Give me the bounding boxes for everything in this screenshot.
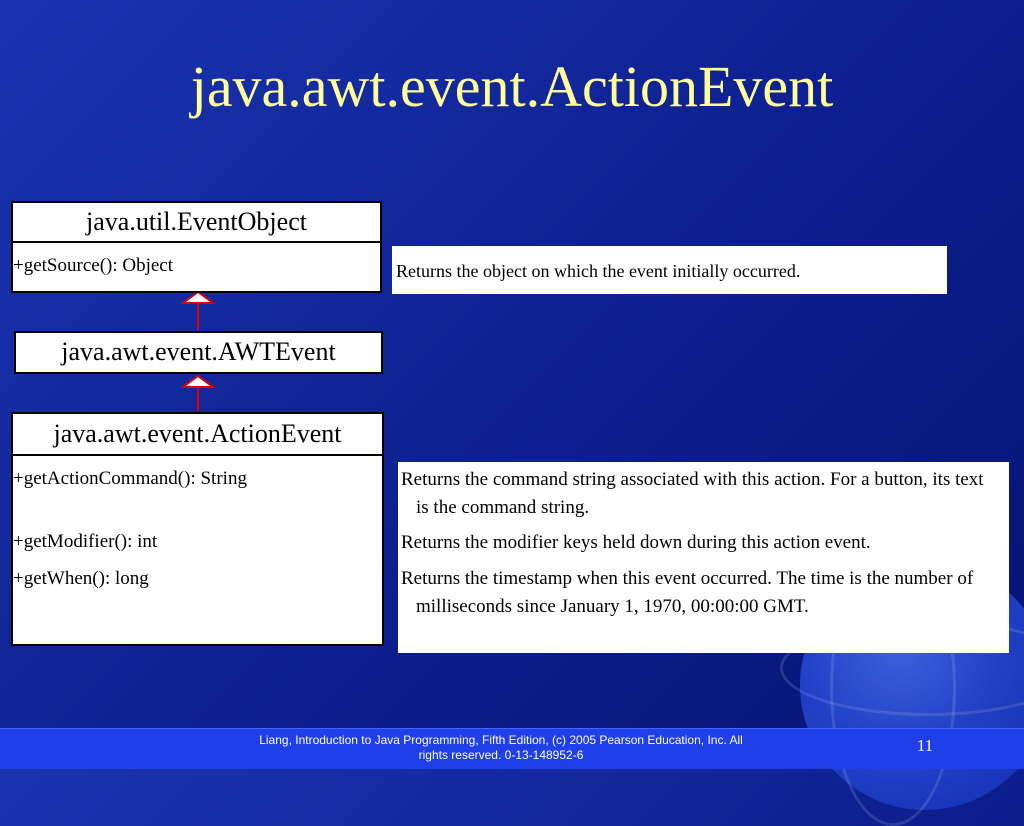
slide-title: java.awt.event.ActionEvent <box>190 54 834 119</box>
method-get-when: +getWhen(): long <box>13 568 149 589</box>
class-methods-event-object <box>13 241 380 291</box>
inheritance-arrow-icon <box>183 376 213 411</box>
class-box-event-object <box>11 201 382 293</box>
footer-line-2: rights reserved. 0-13-148952-6 <box>418 748 584 762</box>
method-get-source: +getSource(): Object <box>13 255 174 276</box>
note-panel-action-event <box>398 462 1009 653</box>
class-box-action-event <box>11 412 384 646</box>
footer-line-1: Liang, Introduction to Java Programming, Fifth Edition, (c) 2005 Pearson Education, Inc. All <box>259 733 743 747</box>
note-get-when: Returns the timestamp when this event occurred. The time is the number of milliseconds since January 1, 1970, 00:00:00 GMT. <box>401 568 974 617</box>
note-get-action-command: Returns the command string associated with this action. For a button, its text is the command string. <box>401 469 984 518</box>
class-name-action-event: java.awt.event.ActionEvent <box>53 419 342 448</box>
class-name-awt-event: java.awt.event.AWTEvent <box>61 337 336 366</box>
inheritance-arrow-icon <box>183 292 213 330</box>
class-name-event-object: java.util.EventObject <box>86 207 307 236</box>
footer-bar <box>0 728 1024 769</box>
footer-copyright <box>214 733 788 763</box>
method-get-action-command: +getActionCommand(): String <box>13 468 247 489</box>
note-get-source <box>392 246 947 294</box>
page-number: 11 <box>916 736 934 755</box>
class-box-awt-event <box>14 331 383 374</box>
note-get-modifier: Returns the modifier keys held down during this action event. <box>401 532 871 553</box>
class-methods-action-event <box>13 454 382 644</box>
note-get-source-text: Returns the object on which the event initially occurred. <box>396 261 801 281</box>
method-get-modifier: +getModifier(): int <box>13 531 158 552</box>
